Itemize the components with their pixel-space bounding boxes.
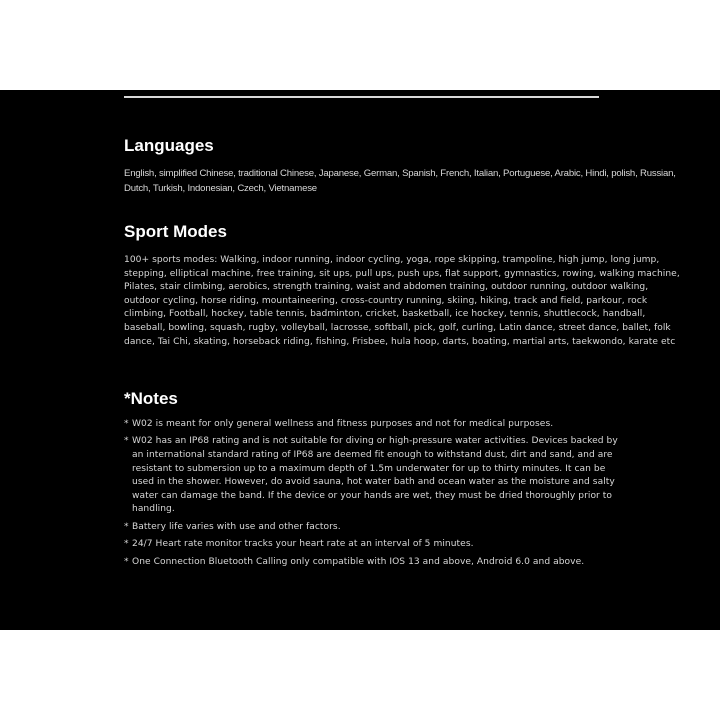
spec-panel xyxy=(0,90,720,630)
notes-section xyxy=(124,389,684,573)
languages-section xyxy=(124,136,684,196)
languages-heading: Languages xyxy=(124,136,214,155)
notes-heading: *Notes xyxy=(124,389,178,408)
divider-line xyxy=(124,96,599,98)
sport-modes-list: 100+ sports modes: Walking, indoor running, indoor cycling, yoga, rope skipping, trampoline, high jump, long jump, stepping, elliptical machine, free training, sit ups, pull ups, push ups, flat support, gymnastics, rowing, walking machine, Pilates, stair climbing, aerobics, strength training, waist and abdomen training, outdoor running, outdoor walking, outdoor cycling, horse riding, mountaineering, cross-country running, skiing, hiking, track and field, parkour, rock climbing, Football, hockey, table tennis, badminton, cricket, basketball, ice hockey, tennis, shuttlecock, handball, baseball, bowling, squash, rugby, volleyball, lacrosse, softball, pick, golf, curling, Latin dance, street dance, ballet, folk dance, Tai Chi, skating, horseback riding, fishing, Frisbee, hula hoop, darts, boating, martial arts, taekwondo, karate etc xyxy=(124,255,680,347)
note-item: * W02 has an IP68 rating and is not suitable for diving or high-pressure water activities. Devices backed by an international standard rating of IP68 are deemed fit enough to withstand dust, dirt and sand, and are resistant to submersion up to a maximum depth of 1.5m underwater for up to thirty minutes. It can be used in the shower. However, do avoid sauna, hot water bath and ocean water as the moisture and salty water can damage the band. If the device or your hands are wet, they must be dried thoroughly prior to handling. xyxy=(124,435,624,517)
notes-list xyxy=(124,418,624,569)
sport-modes-heading: Sport Modes xyxy=(124,222,227,241)
sport-modes-section xyxy=(124,222,684,349)
languages-list: English, simplified Chinese, traditional Chinese, Japanese, German, Spanish, French, Italian, Portuguese, Arabic, Hindi, polish, Russian, Dutch, Turkish, Indonesian, Czech, Vietnamese xyxy=(124,168,676,194)
note-item: * 24/7 Heart rate monitor tracks your heart rate at an interval of 5 minutes. xyxy=(124,538,624,552)
note-item: * W02 is meant for only general wellness and fitness purposes and not for medical purposes. xyxy=(124,418,624,432)
note-item: * One Connection Bluetooth Calling only compatible with IOS 13 and above, Android 6.0 and above. xyxy=(124,556,624,570)
note-item: * Battery life varies with use and other factors. xyxy=(124,521,624,535)
